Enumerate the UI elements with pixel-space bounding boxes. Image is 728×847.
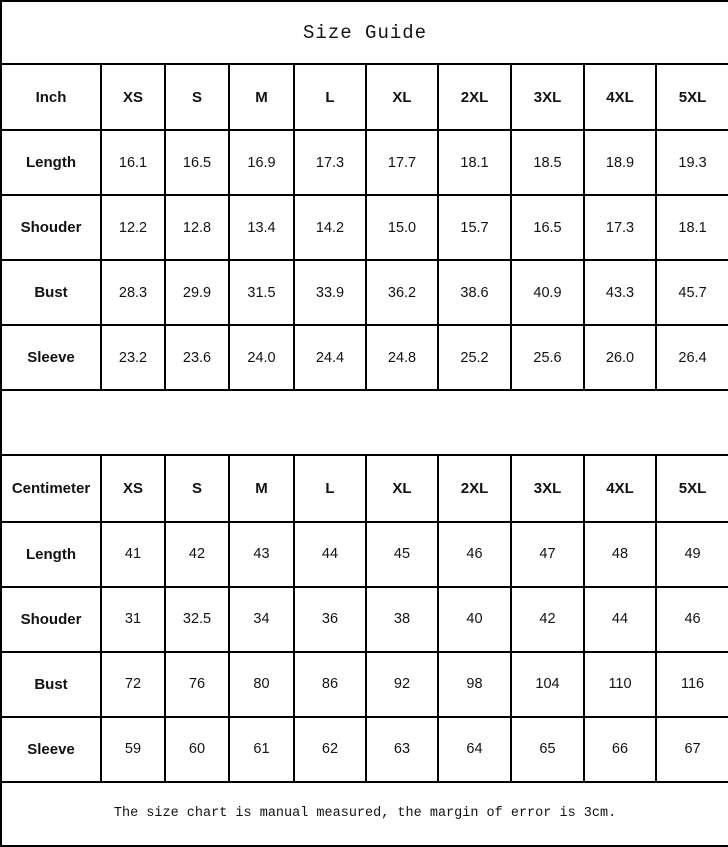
value-cell: 17.7 <box>366 130 438 195</box>
title-row <box>1 1 728 64</box>
value-cell: 72 <box>101 652 165 717</box>
value-cell: 15.7 <box>438 195 511 260</box>
table-row-inch-bust <box>1 260 728 325</box>
row-label: Bust <box>1 652 101 717</box>
value-cell: 23.6 <box>165 325 229 390</box>
value-cell: 16.5 <box>165 130 229 195</box>
value-cell: 46 <box>656 587 728 652</box>
size-header-2xl: 2XL <box>438 455 511 521</box>
size-header-xs: XS <box>101 455 165 521</box>
value-cell: 18.1 <box>656 195 728 260</box>
value-cell: 44 <box>294 522 366 587</box>
value-cell: 104 <box>511 652 584 717</box>
row-label: Sleeve <box>1 325 101 390</box>
value-cell: 23.2 <box>101 325 165 390</box>
value-cell: 42 <box>165 522 229 587</box>
row-label: Bust <box>1 260 101 325</box>
value-cell: 40.9 <box>511 260 584 325</box>
value-cell: 31 <box>101 587 165 652</box>
row-label: Length <box>1 522 101 587</box>
size-header-l: L <box>294 455 366 521</box>
value-cell: 98 <box>438 652 511 717</box>
table-row-cm-length <box>1 522 728 587</box>
centimeter-header-row <box>1 455 728 521</box>
inch-header-row <box>1 64 728 130</box>
footer-note: The size chart is manual measured, the margin of error is 3cm. <box>1 782 728 846</box>
value-cell: 19.3 <box>656 130 728 195</box>
value-cell: 12.8 <box>165 195 229 260</box>
table-row-cm-shouder <box>1 587 728 652</box>
value-cell: 16.5 <box>511 195 584 260</box>
row-label: Shouder <box>1 195 101 260</box>
size-header-2xl: 2XL <box>438 64 511 130</box>
value-cell: 67 <box>656 717 728 782</box>
size-header-xl: XL <box>366 64 438 130</box>
value-cell: 15.0 <box>366 195 438 260</box>
value-cell: 86 <box>294 652 366 717</box>
value-cell: 66 <box>584 717 656 782</box>
row-label: Length <box>1 130 101 195</box>
value-cell: 43.3 <box>584 260 656 325</box>
value-cell: 25.2 <box>438 325 511 390</box>
spacer-cell <box>1 390 728 455</box>
value-cell: 24.0 <box>229 325 294 390</box>
table-row-inch-shouder <box>1 195 728 260</box>
value-cell: 16.1 <box>101 130 165 195</box>
size-header-4xl: 4XL <box>584 64 656 130</box>
value-cell: 38 <box>366 587 438 652</box>
value-cell: 59 <box>101 717 165 782</box>
size-header-m: M <box>229 64 294 130</box>
value-cell: 18.1 <box>438 130 511 195</box>
value-cell: 76 <box>165 652 229 717</box>
value-cell: 63 <box>366 717 438 782</box>
value-cell: 32.5 <box>165 587 229 652</box>
value-cell: 45 <box>366 522 438 587</box>
value-cell: 36.2 <box>366 260 438 325</box>
size-header-3xl: 3XL <box>511 455 584 521</box>
value-cell: 12.2 <box>101 195 165 260</box>
value-cell: 92 <box>366 652 438 717</box>
spacer-row <box>1 390 728 455</box>
value-cell: 65 <box>511 717 584 782</box>
value-cell: 24.4 <box>294 325 366 390</box>
value-cell: 110 <box>584 652 656 717</box>
value-cell: 17.3 <box>294 130 366 195</box>
value-cell: 16.9 <box>229 130 294 195</box>
size-header-4xl: 4XL <box>584 455 656 521</box>
value-cell: 25.6 <box>511 325 584 390</box>
value-cell: 18.9 <box>584 130 656 195</box>
value-cell: 31.5 <box>229 260 294 325</box>
value-cell: 18.5 <box>511 130 584 195</box>
table-row-inch-sleeve <box>1 325 728 390</box>
value-cell: 34 <box>229 587 294 652</box>
value-cell: 40 <box>438 587 511 652</box>
value-cell: 42 <box>511 587 584 652</box>
value-cell: 62 <box>294 717 366 782</box>
value-cell: 44 <box>584 587 656 652</box>
size-header-xl: XL <box>366 455 438 521</box>
value-cell: 49 <box>656 522 728 587</box>
value-cell: 29.9 <box>165 260 229 325</box>
value-cell: 36 <box>294 587 366 652</box>
row-label: Sleeve <box>1 717 101 782</box>
size-header-m: M <box>229 455 294 521</box>
size-header-xs: XS <box>101 64 165 130</box>
size-header-s: S <box>165 455 229 521</box>
value-cell: 80 <box>229 652 294 717</box>
value-cell: 38.6 <box>438 260 511 325</box>
size-header-5xl: 5XL <box>656 455 728 521</box>
table-row-inch-length <box>1 130 728 195</box>
page-title: Size Guide <box>1 1 728 64</box>
size-header-3xl: 3XL <box>511 64 584 130</box>
value-cell: 26.0 <box>584 325 656 390</box>
value-cell: 45.7 <box>656 260 728 325</box>
value-cell: 43 <box>229 522 294 587</box>
value-cell: 48 <box>584 522 656 587</box>
value-cell: 64 <box>438 717 511 782</box>
value-cell: 26.4 <box>656 325 728 390</box>
table-row-cm-sleeve <box>1 717 728 782</box>
value-cell: 46 <box>438 522 511 587</box>
footer-row <box>1 782 728 846</box>
value-cell: 60 <box>165 717 229 782</box>
size-header-s: S <box>165 64 229 130</box>
unit-header-inch: Inch <box>1 64 101 130</box>
size-header-l: L <box>294 64 366 130</box>
size-header-5xl: 5XL <box>656 64 728 130</box>
value-cell: 17.3 <box>584 195 656 260</box>
value-cell: 24.8 <box>366 325 438 390</box>
unit-header-centimeter: Centimeter <box>1 455 101 521</box>
table-row-cm-bust <box>1 652 728 717</box>
value-cell: 41 <box>101 522 165 587</box>
value-cell: 33.9 <box>294 260 366 325</box>
value-cell: 47 <box>511 522 584 587</box>
row-label: Shouder <box>1 587 101 652</box>
value-cell: 61 <box>229 717 294 782</box>
value-cell: 28.3 <box>101 260 165 325</box>
value-cell: 13.4 <box>229 195 294 260</box>
value-cell: 116 <box>656 652 728 717</box>
value-cell: 14.2 <box>294 195 366 260</box>
